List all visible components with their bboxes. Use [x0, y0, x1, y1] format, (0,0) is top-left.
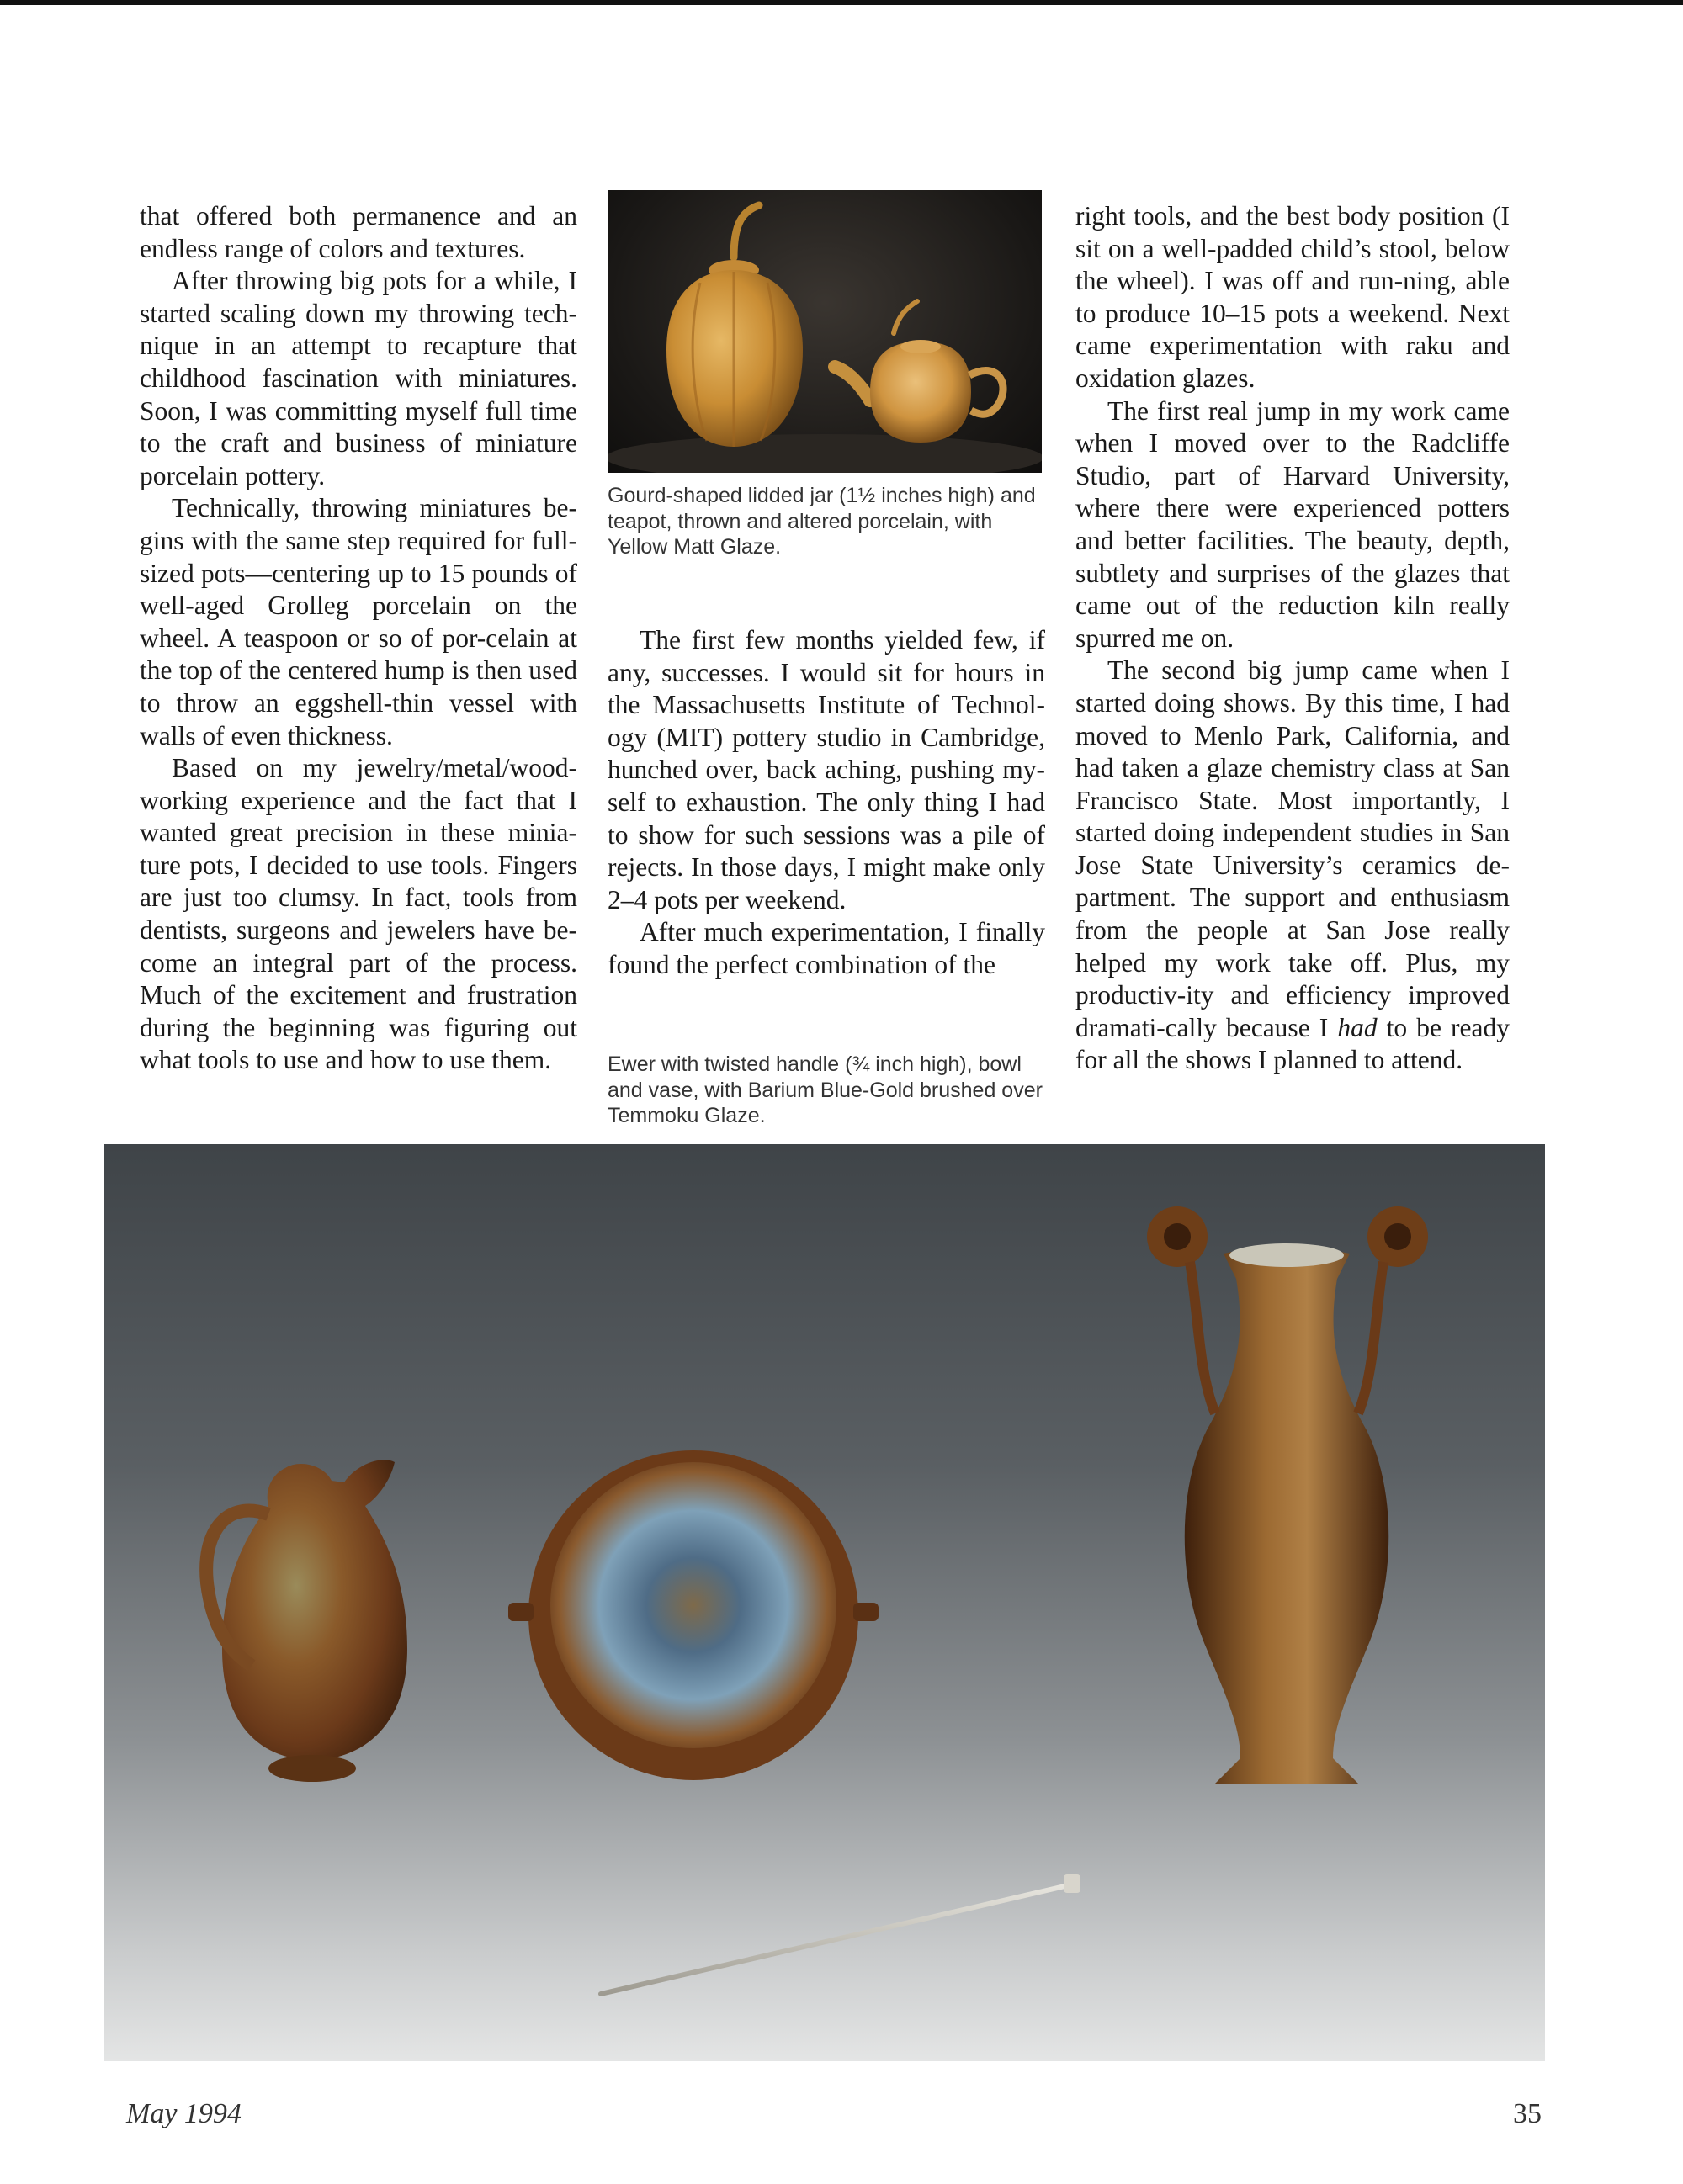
paragraph-text-end: to be ready for all the shows I planned to attend. — [1075, 1012, 1510, 1075]
paragraph: The first real jump in my work came when I moved over to the Radcliffe Studio, part of Harvard University, where there were experienced potters and better facilities. The beauty, depth, subtlety and surprises of the glazes that came out of the reduction kiln really spurred me on. — [1075, 395, 1510, 653]
paragraph: After throwing big pots for a while, I started scaling down my throwing tech-nique in an attempt to recapture that childhood fascination with miniatures. Soon, I was committing myself full time to the craft and business of miniature porcelain pottery. — [140, 266, 577, 490]
paragraph-text: The second big jump came when I started doing shows. By this time, I had moved to Menlo Park, California, and had taken a glaze chemistry class at San Francisco State. Most importantly, I started doing independent studies in San Jose State University’s ceramics de-partment. The support and enthusiasm from the people at San Jose really helped my work take off. Plus, my productiv-ity and efficiency improved dramati-cally because I — [1075, 655, 1510, 1042]
caption-ewer-bowl-vase: Ewer with twisted handle (¾ inch high), bowl and vase, with Barium Blue-Gold brushed over Temmoku Glaze. — [608, 1052, 1043, 1127]
photo-ewer-bowl-vase — [104, 1144, 1545, 2061]
left-column — [140, 200, 577, 1077]
paragraph: The first few months yielded few, if any, successes. I would sit for hours in the Massachusetts Institute of Technol-ogy (MIT) pottery studio in Cambridge, hunched over, back aching, pushing my-self to exhaustion. The only thing I had to show for such sessions was a pile of rejects. In those days, I might make only 2–4 pots per weekend. — [608, 625, 1045, 914]
right-column — [1075, 200, 1510, 1077]
middle-column — [608, 624, 1045, 982]
paragraph: Technically, throwing miniatures be-gins with the same step required for full-sized pots—centering up to 15 pounds of well-aged Grolleg porcelain on the wheel. A teaspoon or so of por-celain at the top of the centered hump is then used to throw an eggshell-thin vessel with walls of even thickness. — [140, 493, 577, 750]
caption-gourd-jar: Gourd-shaped lidded jar (1½ inches high) and teapot, thrown and altered porcelain, with Yellow Matt Glaze. — [608, 484, 1036, 559]
top-rule — [0, 0, 1683, 5]
paragraph — [1075, 655, 1510, 1077]
paragraph: that offered both permanence and an endless range of colors and textures. — [140, 201, 577, 263]
page-number: 35 — [1513, 2098, 1542, 2129]
paragraph: right tools, and the best body position (I sit on a well-padded child’s stool, below the wheel). I was off and run-ning, able to produce 10–15 pots a weekend. Next came experimentation with raku and oxidation glazes. — [1075, 201, 1510, 393]
paragraph: After much experimentation, I finally found the perfect combination of the — [608, 917, 1045, 979]
footer-date: May 1994 — [126, 2098, 242, 2129]
photo-gourd-jar-and-teapot — [608, 190, 1042, 473]
paragraph: Based on my jewelry/metal/wood-working experience and the fact that I wanted great precision in these minia-ture pots, I decided to use tools. Fingers are just too clumsy. In fact, tools from dentists, surgeons and jewelers have be-come an integral part of the process. Much of the excitement and frustration during the beginning was figuring out what tools to use and how to use them. — [140, 753, 577, 1075]
emphasis: had — [1337, 1012, 1378, 1042]
